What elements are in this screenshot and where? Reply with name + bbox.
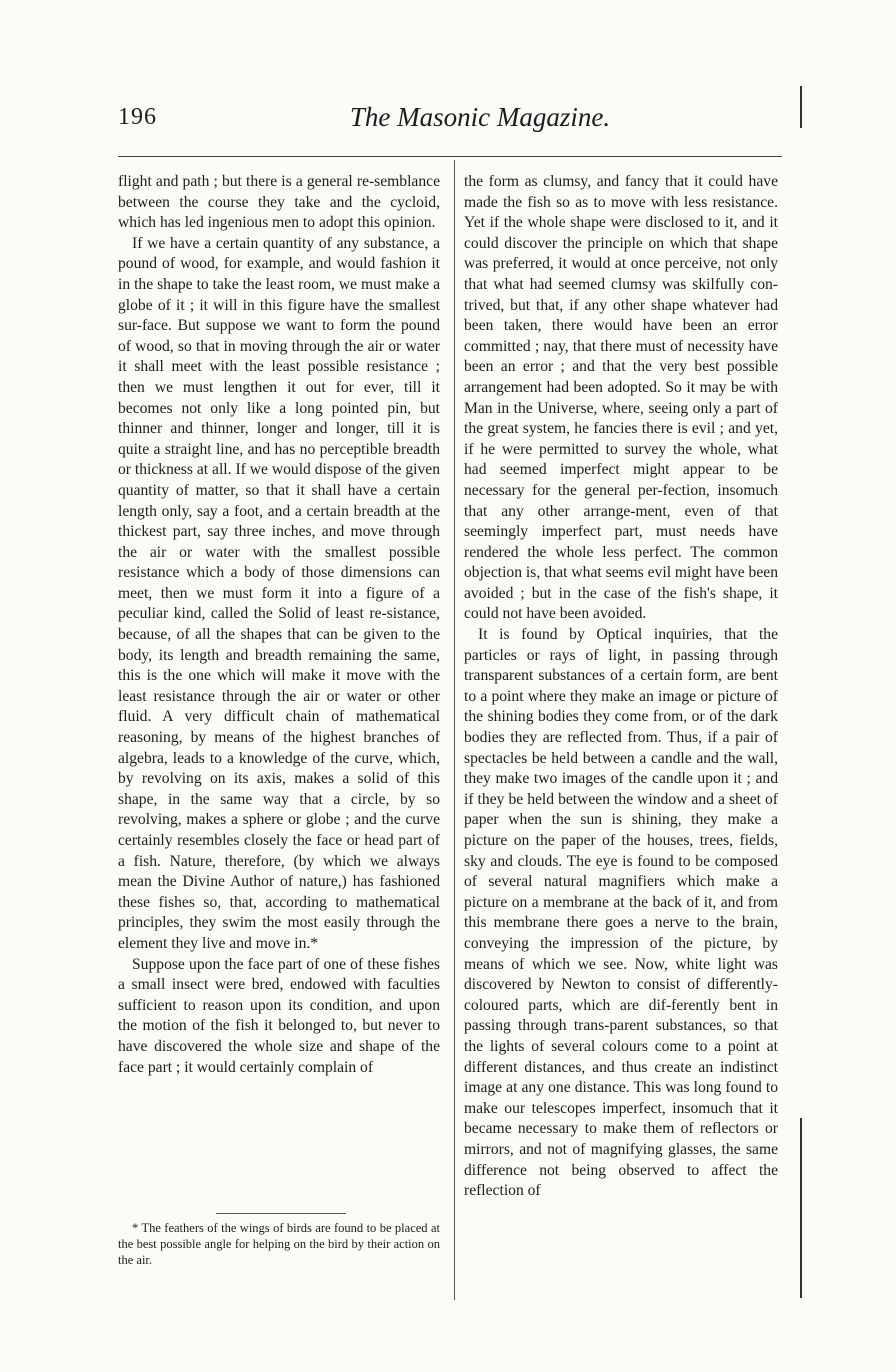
paragraph: If we have a certain quantity of any substance, a pound of wood, for example, and would fashion it in the shape to take the least room, we must make a globe of it ; it will in this figure have the smallest sur-face. But suppose we want to form the pound of wood, so that in moving through the air or water it shall meet with the least possible resistance ; then we must lengthen it out for ever, till it becomes not only like a long pointed pin, but thinner and thinner, longer and longer, till it is quite a straight line, and has no perceptible breadth or thickness at all. If we would dispose of the given quantity of matter, so that it shall have a certain length only, say a foot, and a certain breadth at the thickest part, say three inches, and move through the air or water with the smallest possible resistance which a body of those dimensions can meet, then we must form it into a figure of a peculiar kind, called the Solid of least re-sistance, because, of all the shapes that can be given to the body, its length and breadth remaining the same, this is the one which will make it move with the least resistance through the air or water or other fluid. A very difficult chain of mathematical reasoning, by means of the highest branches of algebra, leads to a knowledge of the curve, which, by revolving on its axis, makes a solid of this shape, in the same way that a circle, by so revolving, makes a sphere or globe ; and the curve certainly resembles closely the face or head part of a fish. Nature, therefore, (by which we always mean the Divine Author of nature,) has fashioned these fishes so, that, according to mathematical principles, they swim the most easily through the element they live and move in.* xyxy=(118,234,440,952)
footnote-rule xyxy=(216,1213,346,1214)
running-title: The Masonic Magazine. xyxy=(349,102,611,132)
footnote: * The feathers of the wings of birds are found to be placed at the best possible angle for helping on the bird by their action on the air. xyxy=(118,1221,440,1267)
paragraph: the form as clumsy, and fancy that it could have made the fish so as to move with less resistance. Yet if the whole shape were disclosed to it, and it could discover the principle on which that shape was preferred, it would at once perceive, not only that what had seemed clumsy was skilfully con-trived, but that, if any other shape whatever had been taken, there would have been an error committed ; nay, that there must of necessity have been an error ; and that the very best possible arrangement had been adopted. So it may be with Man in the Universe, where, seeing only a part of the great system, he fancies there is evil ; and yet, if he were permitted to survey the whole, what had seemed imperfect might appear to be necessary for the general per-fection, insomuch that any other arrange-ment, even of that seemingly imperfect part, must needs have rendered the whole less perfect. The common objection is, that what seems evil might have been avoided ; but in the case of the fish's shape, it could not have been avoided. xyxy=(464,173,778,623)
margin-mark-bottom xyxy=(800,1118,802,1298)
left-column xyxy=(118,172,440,1078)
right-column xyxy=(464,172,778,1202)
page-number: 196 xyxy=(118,104,157,130)
paragraph: Suppose upon the face part of one of these fishes a small insect were bred, endowed with faculties sufficient to reason upon its condition, and upon the motion of the fish it belonged to, but never to have discovered the whole size and shape of the face part ; it would certainly complain of xyxy=(118,955,440,1076)
column-divider xyxy=(454,160,455,1300)
header-rule xyxy=(118,156,782,157)
paragraph: flight and path ; but there is a general re-semblance between the course they take and the cycloid, which has led ingenious men to adopt this opinion. xyxy=(118,173,440,232)
margin-mark-top xyxy=(800,86,802,128)
paragraph: It is found by Optical inquiries, that the particles or rays of light, in passing through transparent substances of a certain form, are bent to a point where they make an image or picture of the shining bodies they come from, or of the dark bodies they are reflected from. Thus, if a pair of spectacles be held between a candle and the wall, they make two images of the candle upon it ; and if they be held between the window and a sheet of paper when the sun is shining, they make a picture on the paper of the houses, trees, fields, sky and clouds. The eye is found to be composed of several natural magnifiers which make a picture on a membrane at the back of it, and from this membrane there goes a nerve to the brain, conveying the impression of the picture, by means of which we see. Now, white light was discovered by Newton to consist of differently-coloured parts, which are dif-ferently bent in passing through trans-parent substances, so that the lights of several colours come to a point at different distances, and thus create an indistinct image at any one distance. This was long found to make our telescopes imperfect, insomuch that it became necessary to make them of reflectors or mirrors, and not of magnifying glasses, the same difference not being observed to affect the reflection of xyxy=(464,626,778,1200)
